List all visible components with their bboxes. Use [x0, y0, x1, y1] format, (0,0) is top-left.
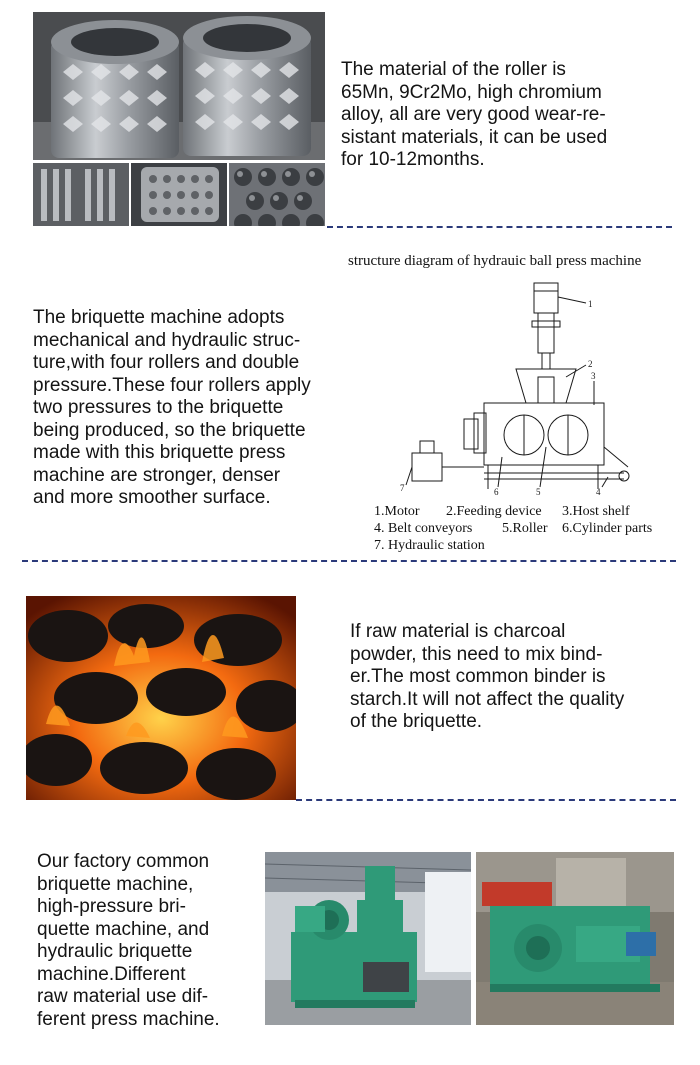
legend-cylinder-parts: 6.Cylinder parts [562, 521, 653, 536]
text-line: ferent press machine. [37, 1008, 220, 1030]
part-number-7: 7 [400, 483, 405, 493]
text-line: machine are stronger, denser [33, 464, 281, 486]
structure-diagram [398, 277, 638, 499]
legend-roller: 5.Roller [502, 521, 548, 536]
legend-motor: 1.Motor [374, 504, 420, 519]
charcoal-binder-text [350, 621, 670, 734]
text-line: briquette machine, [37, 873, 194, 895]
legend-host-shelf: 3.Host shelf [562, 504, 630, 519]
briquette-machine-text [33, 307, 333, 510]
text-line: powder, this need to mix bind- [350, 643, 603, 665]
legend-hydraulic-station: 7. Hydraulic station [374, 538, 485, 553]
roller-detail-photo-3 [229, 163, 325, 226]
roller-detail-photo-2 [131, 163, 227, 226]
legend-belt-conveyors: 4. Belt conveyors [374, 521, 473, 536]
part-number-1: 1 [588, 299, 593, 309]
text-line: made with this briquette press [33, 442, 286, 463]
section-divider [296, 799, 676, 801]
green-press-machine-photo-1 [265, 852, 471, 1025]
text-line: raw material use dif- [37, 986, 209, 1007]
text-line: hydraulic briquette [37, 941, 193, 962]
text-line: starch.It will not affect the quality [350, 688, 625, 710]
text-line: If raw material is charcoal [350, 621, 566, 642]
diagram-title: structure diagram of hydrauic ball press machine [348, 253, 642, 269]
text-line: mechanical and hydraulic struc- [33, 329, 301, 351]
text-line: The material of the roller is [341, 59, 566, 80]
section-divider [327, 226, 672, 228]
text-line: quette machine, and [37, 918, 210, 940]
text-line: er.The most common binder is [350, 666, 606, 687]
text-line: high-pressure bri- [37, 896, 186, 917]
section-divider [22, 560, 676, 562]
part-number-4: 4 [596, 487, 601, 497]
factory-machines-text [37, 851, 257, 1031]
text-line: sistant materials, it can be used [341, 126, 608, 148]
text-line: of the briquette. [350, 711, 483, 732]
roller-material-text [341, 59, 671, 172]
roller-main-photo [33, 12, 325, 160]
part-number-6: 6 [494, 487, 499, 497]
text-line: ture,with four rollers and double [33, 352, 300, 373]
text-line: and more smoother surface. [33, 487, 271, 508]
text-line: two pressures to the briquette [33, 397, 284, 418]
burning-briquettes-photo [26, 596, 296, 800]
part-number-2: 2 [588, 359, 593, 369]
text-line: for 10-12months. [341, 149, 485, 170]
green-press-machine-photo-2 [476, 852, 674, 1025]
diagram-legend [374, 503, 674, 555]
text-line: alloy, all are very good wear-re- [341, 104, 606, 125]
part-number-3: 3 [591, 371, 596, 381]
part-number-5: 5 [536, 487, 541, 497]
text-line: pressure.These four rollers apply [33, 374, 311, 396]
text-line: machine.Different [37, 963, 186, 985]
roller-detail-photo-1 [33, 163, 129, 226]
text-line: The briquette machine adopts [33, 307, 285, 328]
text-line: 65Mn, 9Cr2Mo, high chromium [341, 81, 602, 103]
legend-feeding-device: 2.Feeding device [446, 504, 542, 519]
text-line: Our factory common [37, 851, 210, 872]
text-line: being produced, so the briquette [33, 419, 306, 441]
